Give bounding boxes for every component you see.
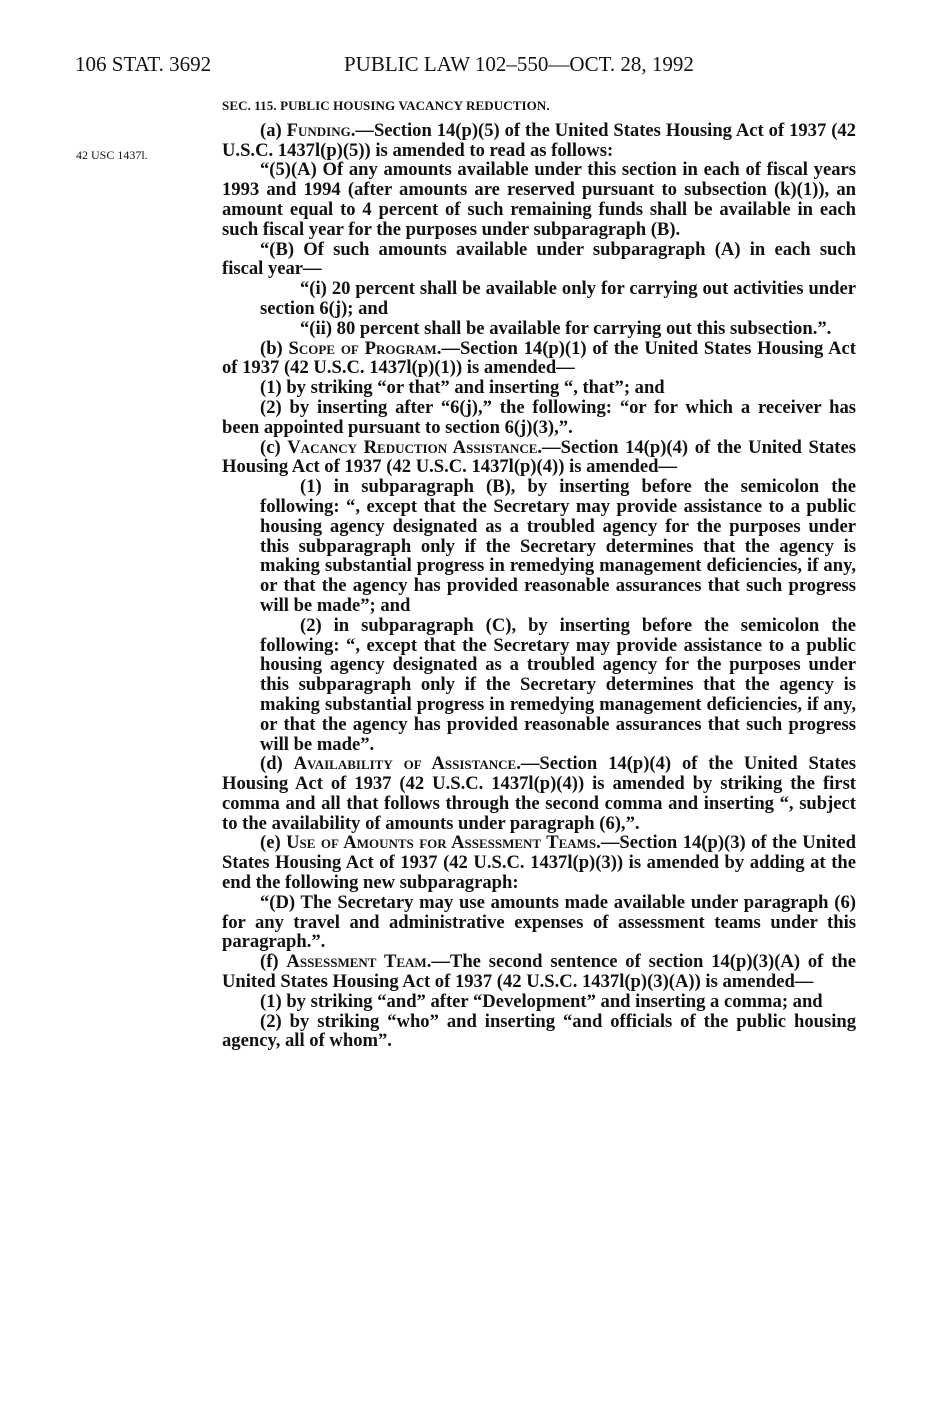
- subsection-c: (c) Vacancy Reduction Assistance.—Section 14(p)(4) of the United States Housing Act of 1937 (42 U.S.C. 1437l(p)(4)) is amended—: [222, 436, 856, 478]
- subsection-f-item-1: (1) by striking “and” after “Development” and inserting a comma; and: [260, 990, 823, 1012]
- clause-i: “(i) 20 percent shall be available only for carrying out activities under section 6(j); and: [260, 278, 856, 319]
- subsection-b-item-2: (2) by inserting after “6(j),” the following: “or for which a receiver has been appointed pursuant to section 6(j)(3),”.: [222, 396, 856, 438]
- subsection-e-caption: Use of Amounts for Assessment Teams: [286, 832, 597, 854]
- subsection-f-caption: Assessment Team: [286, 951, 427, 973]
- subsection-e: (e) Use of Amounts for Assessment Teams.—Section 14(p)(3) of the United States Housing Act of 1937 (42 U.S.C. 1437l(p)(3)) is amended by adding at the end the following new subparagraph:: [222, 832, 856, 894]
- section-body: [222, 96, 856, 1051]
- paragraph-5B: “(B) Of such amounts available under subparagraph (A) in each such fiscal year—: [222, 238, 856, 280]
- section-heading: SEC. 115. PUBLIC HOUSING VACANCY REDUCTION.: [222, 98, 550, 113]
- page-header: [75, 52, 875, 82]
- subsection-b-caption: Scope of Program: [288, 337, 437, 359]
- statute-page-number: 106 STAT. 3692: [75, 52, 212, 76]
- subsection-b: (b) Scope of Program.—Section 14(p)(1) of the United States Housing Act of 1937 (42 U.S.C. 1437l(p)(1)) is amended—: [222, 337, 856, 379]
- subsection-b-item-1: (1) by striking “or that” and inserting “, that”; and: [260, 377, 665, 399]
- subsection-a: (a) Funding.—Section 14(p)(5) of the United States Housing Act of 1937 (42 U.S.C. 1437l(p)(5)) is amended to read as follows:: [222, 119, 856, 161]
- clause-ii: “(ii) 80 percent shall be available for carrying out this subsection.”.: [300, 317, 832, 339]
- subsection-c-item-1: (1) in subparagraph (B), by inserting before the semicolon the following: “, except that the Secretary may provide assistance to a public housing agency designated as a troubled agency for the purposes under this subparagraph only if the Secretary determines that the agency is making substantial progress in remedying management deficiencies, if any, or that the agency has provided reasonable assurances that such progress will be made”; and: [260, 476, 856, 616]
- subsection-d: (d) Availability of Assistance.—Section 14(p)(4) of the United States Housing Act of 1937 (42 U.S.C. 1437l(p)(4)) is amended by striking the first comma and all that follows through the second comma and inserting “, subject to the availability of amounts under paragraph (6),”.: [222, 753, 856, 834]
- subsection-c-item-2: (2) in subparagraph (C), by inserting before the semicolon the following: “, except that the Secretary may provide assistance to a public housing agency designated as a troubled agency for the purposes under this subparagraph only if the Secretary determines that the agency is making substantial progress in remedying management deficiencies, if any, or that the agency has provided reasonable assurances that such progress will be made”.: [260, 614, 856, 755]
- subsection-f: (f) Assessment Team.—The second sentence of section 14(p)(3)(A) of the United States Housing Act of 1937 (42 U.S.C. 1437l(p)(3)(A)) is amended—: [222, 951, 856, 993]
- margin-citation: 42 USC 1437l.: [76, 148, 148, 162]
- subsection-f-item-2: (2) by striking “who” and inserting “and officials of the public housing agency, all of whom”.: [222, 1010, 856, 1052]
- paragraph-5A: “(5)(A) Of any amounts available under this section in each of fiscal years 1993 and 1994 (after amounts are reserved pursuant to subsection (k)(1)), an amount equal to 4 percent of such remaining funds shall be available in each such fiscal year for the purposes under subparagraph (B).: [222, 159, 856, 240]
- subsection-a-caption: Funding: [286, 119, 351, 141]
- subsection-c-caption: Vacancy Reduction Assistance: [287, 436, 538, 458]
- public-law-citation: PUBLIC LAW 102–550—OCT. 28, 1992: [344, 52, 694, 76]
- subparagraph-D: “(D) The Secretary may use amounts made available under paragraph (6) for any travel and administrative expenses of assessment teams under this paragraph.”.: [222, 891, 856, 953]
- subsection-d-caption: Availability of Assistance: [293, 753, 517, 775]
